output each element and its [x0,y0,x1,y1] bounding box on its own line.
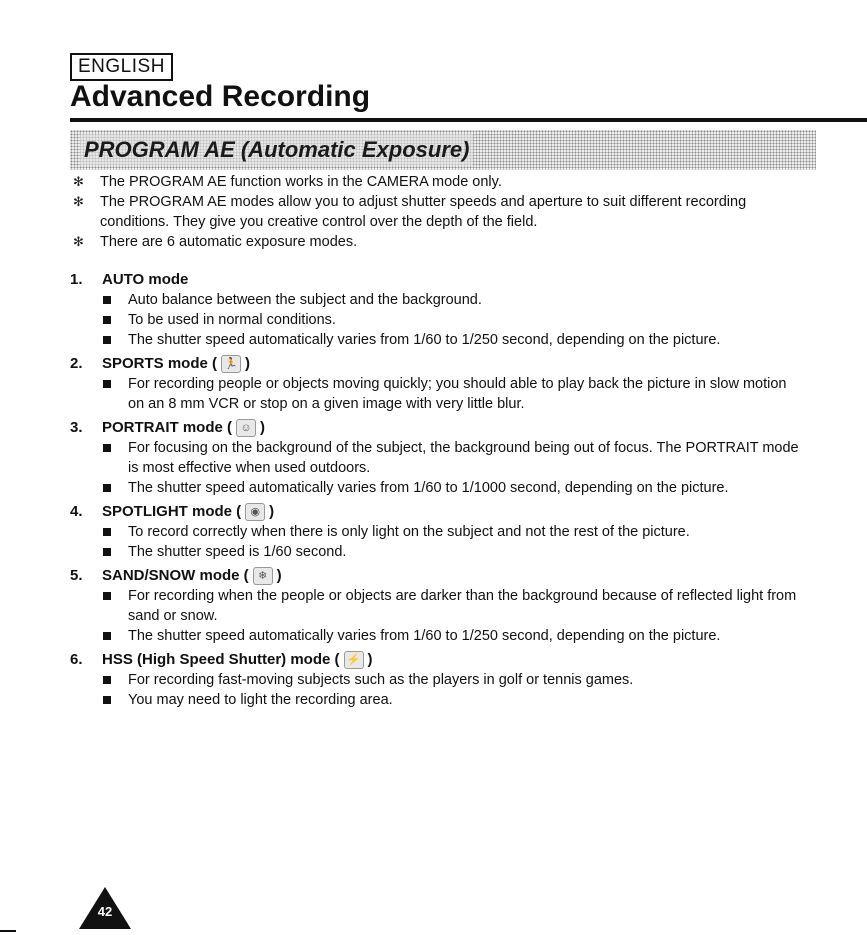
mode-heading [70,417,800,438]
list-item: To record correctly when there is only light on the subject and not the rest of the picture. [70,522,800,542]
list-item: The shutter speed automatically varies from 1/60 to 1/1000 second, depending on the picture. [70,478,800,498]
square-bullet-icon [103,528,111,536]
list-item: For recording people or objects moving quickly; you should able to play back the picture in slow motion on an 8 mm VCR or stop on a given image with very little blur. [70,374,800,414]
mode-number: 2. [70,355,83,372]
mode-title: AUTO mode [102,271,189,288]
square-bullet-icon [103,676,111,684]
mode-sports [70,353,800,414]
language-label: ENGLISH [70,53,173,81]
mode-sand-snow [70,565,800,646]
mode-title-suffix: ) [260,419,265,436]
intro-list [70,172,810,252]
section-heading: PROGRAM AE (Automatic Exposure) [80,134,473,166]
mode-auto [70,269,800,350]
mode-title: PORTRAIT mode ( [102,419,232,436]
list-item: For recording fast-moving subjects such as the players in golf or tennis games. [70,670,800,690]
bullet-mark-icon: ✻ [73,194,84,209]
mode-title-suffix: ) [269,503,275,520]
mode-title: SAND/SNOW mode ( [102,567,249,584]
mode-bullets [70,374,800,414]
intro-item: ✻ The PROGRAM AE function works in the CAMERA mode only. [73,174,502,190]
square-bullet-icon [103,548,111,556]
mode-bullets [70,290,800,350]
bullet-mark-icon: ✻ [73,174,84,189]
mode-number: 1. [70,271,83,288]
section-banner [70,130,816,170]
mode-title: SPOTLIGHT mode ( [102,503,242,520]
square-bullet-icon [103,336,111,344]
portrait-mode-icon: ☺ [236,419,256,437]
list-item: Auto balance between the subject and the background. [70,290,800,310]
mode-number: 4. [70,503,83,520]
list-item: To be used in normal conditions. [70,310,800,330]
mode-list [70,269,800,713]
square-bullet-icon [103,444,111,452]
mode-heading [70,501,800,522]
mode-bullets [70,438,800,498]
sand-snow-mode-icon: ❄ [253,567,273,585]
mode-title: HSS (High Speed Shutter) mode ( [102,651,340,668]
mode-title-suffix: ) [245,355,251,372]
list-item: For focusing on the background of the subject, the background being out of focus. The PORTRAIT mode is most effective when used outdoors. [70,438,800,478]
mode-heading [70,649,800,670]
mode-heading [70,353,800,374]
bullet-mark-icon: ✻ [73,234,84,249]
hss-mode-icon: ⚡ [344,651,364,669]
spotlight-mode-icon: ◉ [245,503,265,521]
intro-item: ✻ The PROGRAM AE modes allow you to adjust shutter speeds and aperture to suit different recording conditions. They give you creative control over the depth of the field. [73,194,747,230]
page-title: Advanced Recording [70,80,371,113]
list-item: The shutter speed automatically varies from 1/60 to 1/250 second, depending on the picture. [70,330,800,350]
page-number: 42 [97,904,113,919]
square-bullet-icon [103,592,111,600]
square-bullet-icon [103,484,111,492]
crop-mark [0,930,16,932]
square-bullet-icon [103,696,111,704]
square-bullet-icon [103,296,111,304]
mode-number: 6. [70,651,83,668]
mode-spotlight [70,501,800,562]
mode-bullets [70,670,800,710]
square-bullet-icon [103,380,111,388]
mode-heading [70,565,800,586]
mode-hss [70,649,800,710]
mode-number: 3. [70,419,83,436]
mode-bullets [70,586,800,646]
mode-title-suffix: ) [367,651,373,668]
mode-number: 5. [70,567,83,584]
list-item: You may need to light the recording area. [70,690,800,710]
mode-heading [70,269,800,290]
square-bullet-icon [103,632,111,640]
list-item: The shutter speed automatically varies from 1/60 to 1/250 second, depending on the picture. [70,626,800,646]
sports-mode-icon: 🏃 [221,355,241,373]
list-item: For recording when the people or objects are darker than the background because of reflected light from sand or snow. [70,586,800,626]
mode-title: SPORTS mode ( [102,355,218,372]
mode-portrait [70,417,800,498]
intro-item: ✻ There are 6 automatic exposure modes. [73,234,358,250]
mode-title-suffix: ) [276,567,282,584]
title-divider [70,118,867,122]
list-item: The shutter speed is 1/60 second. [70,542,800,562]
mode-bullets [70,522,800,562]
square-bullet-icon [103,316,111,324]
